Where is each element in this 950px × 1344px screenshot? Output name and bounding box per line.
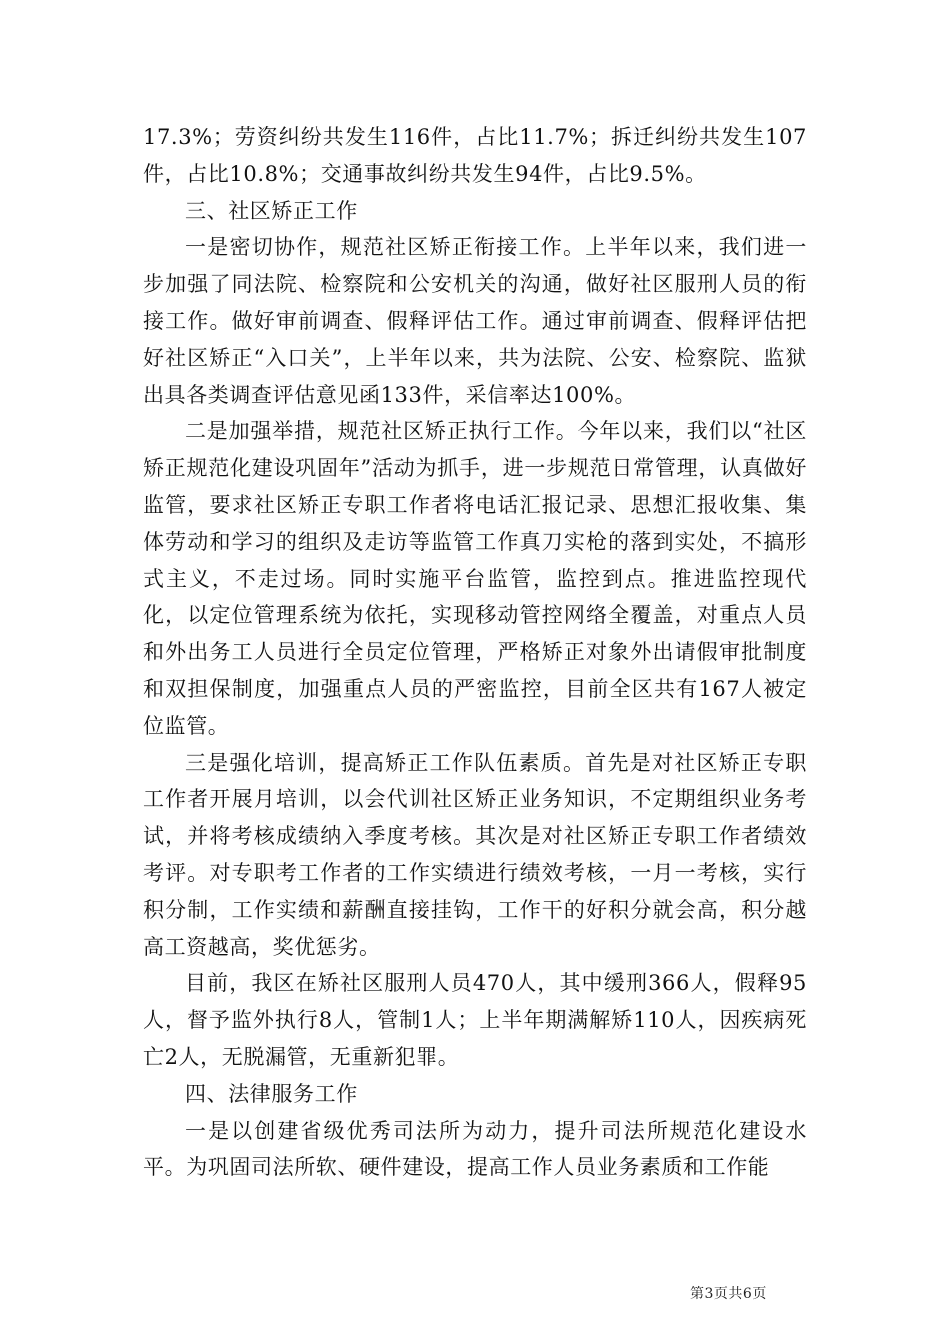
section-heading-legal-services: 四、法律服务工作 [185, 1081, 358, 1106]
page-indicator: 第3页共6页 [690, 1286, 767, 1302]
paragraph-training: 三是强化培训，提高矫正工作队伍素质。首先是对社区矫正专职工作者开展月培训，以会代训社区矫正业务知识，不定期组织业务考试，并将考核成绩纳入季度考核。其次是对社区矫正专职工作者绩效考评。对专职考工作者的工作实绩进行绩效考核，一月一考核，实行积分制，工作实绩和薪酬直接挂钩，工作干的好积分就会高，积分越高工资越高，奖优惩劣。 [143, 750, 807, 959]
paragraph-judicial-office: 一是以创建省级优秀司法所为动力，提升司法所规范化建设水平。为巩固司法所软、硬件建设，提高工作人员业务素质和工作能 [143, 1118, 807, 1180]
paragraph-statistics: 目前，我区在矫社区服刑人员470人，其中缓刑366人，假释95人，督予监外执行8人，管制1人；上半年期满解矫110人，因疾病死亡2人，无脱漏管，无重新犯罪。 [143, 971, 807, 1069]
paragraph-cooperation: 一是密切协作，规范社区矫正衔接工作。上半年以来，我们进一步加强了同法院、检察院和公安机关的沟通，做好社区服刑人员的衔接工作。做好审前调查、假释评估工作。通过审前调查、假释评估把好社区矫正“入口关”，上半年以来，共为法院、公安、检察院、监狱出具各类调查评估意见函133件，采信率达100%。 [143, 235, 807, 407]
paragraph-continuation: 17.3%；劳资纠纷共发生116件，占比11.7%；拆迁纠纷共发生107件，占比10.8%；交通事故纠纷共发生94件，占比9.5%。 [143, 125, 807, 186]
document-body [143, 119, 807, 1186]
section-heading-community-correction: 三、社区矫正工作 [185, 198, 358, 223]
paragraph-enforcement: 二是加强举措，规范社区矫正执行工作。今年以来，我们以“社区矫正规范化建设巩固年”活动为抓手，进一步规范日常管理，认真做好监管，要求社区矫正专职工作者将电话汇报记录、思想汇报收集、集体劳动和学习的组织及走访等监管工作真刀实枪的落到实处，不搞形式主义，不走过场。同时实施平台监管，监控到点。推进监控现代化，以定位管理系统为依托，实现移动管控网络全覆盖，对重点人员和外出务工人员进行全员定位管理，严格矫正对象外出请假审批制度和双担保制度，加强重点人员的严密监控，目前全区共有167人被定位监管。 [143, 419, 807, 738]
